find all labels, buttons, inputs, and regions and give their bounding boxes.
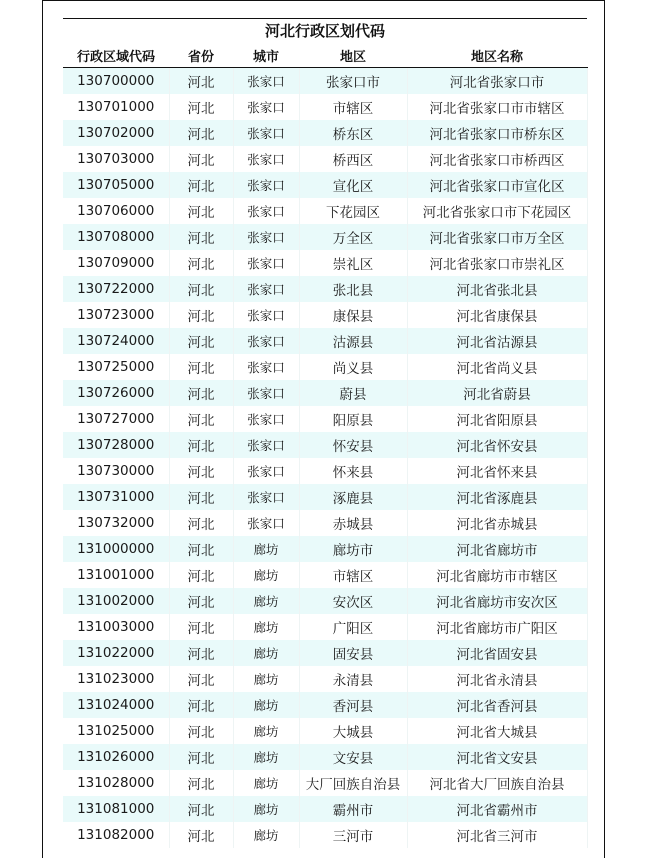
cell-code: 130703000 (63, 146, 169, 172)
cell-code: 130700000 (63, 68, 169, 95)
cell-code: 130732000 (63, 510, 169, 536)
cell-province: 河北 (169, 588, 233, 614)
cell-code: 130709000 (63, 250, 169, 276)
table-row (63, 302, 587, 328)
cell-code: 131081000 (63, 796, 169, 822)
cell-district-name: 河北省张家口市市辖区 (407, 94, 587, 120)
cell-code: 130731000 (63, 484, 169, 510)
table-row (63, 406, 587, 432)
table-row (63, 172, 587, 198)
cell-city: 廊坊 (233, 770, 299, 796)
cell-district: 下花园区 (299, 198, 407, 224)
cell-city: 张家口 (233, 94, 299, 120)
table-row (63, 146, 587, 172)
cell-district-name: 河北省尚义县 (407, 354, 587, 380)
cell-code: 131022000 (63, 640, 169, 666)
cell-district-name: 河北省怀来县 (407, 458, 587, 484)
cell-province: 河北 (169, 146, 233, 172)
cell-province: 河北 (169, 406, 233, 432)
header-district: 地区 (299, 43, 407, 68)
table-row (63, 484, 587, 510)
table-row (63, 562, 587, 588)
cell-district-name: 河北省怀安县 (407, 432, 587, 458)
cell-province: 河北 (169, 614, 233, 640)
cell-code: 131028000 (63, 770, 169, 796)
cell-district: 蔚县 (299, 380, 407, 406)
table-row (63, 536, 587, 562)
cell-code: 131026000 (63, 744, 169, 770)
table-row (63, 432, 587, 458)
cell-city: 廊坊 (233, 614, 299, 640)
table-row (63, 354, 587, 380)
cell-province: 河北 (169, 692, 233, 718)
cell-code: 130722000 (63, 276, 169, 302)
cell-code: 130728000 (63, 432, 169, 458)
table-row (63, 198, 587, 224)
cell-province: 河北 (169, 640, 233, 666)
cell-district: 尚义县 (299, 354, 407, 380)
cell-district-name: 河北省永清县 (407, 666, 587, 692)
cell-province: 河北 (169, 302, 233, 328)
cell-district: 阳原县 (299, 406, 407, 432)
table-row (63, 328, 587, 354)
cell-district-name: 河北省沽源县 (407, 328, 587, 354)
cell-city: 廊坊 (233, 640, 299, 666)
cell-city: 张家口 (233, 432, 299, 458)
table-body (63, 68, 587, 849)
cell-code: 130702000 (63, 120, 169, 146)
table-row (63, 744, 587, 770)
cell-district: 桥东区 (299, 120, 407, 146)
cell-district: 沽源县 (299, 328, 407, 354)
cell-district: 市辖区 (299, 94, 407, 120)
cell-province: 河北 (169, 796, 233, 822)
cell-code: 131025000 (63, 718, 169, 744)
cell-district-name: 河北省赤城县 (407, 510, 587, 536)
table-row (63, 692, 587, 718)
cell-city: 张家口 (233, 484, 299, 510)
cell-code: 130706000 (63, 198, 169, 224)
cell-district: 香河县 (299, 692, 407, 718)
cell-district-name: 河北省涿鹿县 (407, 484, 587, 510)
code-table (63, 43, 588, 848)
cell-district: 桥西区 (299, 146, 407, 172)
cell-province: 河北 (169, 562, 233, 588)
cell-code: 130723000 (63, 302, 169, 328)
cell-city: 张家口 (233, 458, 299, 484)
cell-district-name: 河北省文安县 (407, 744, 587, 770)
cell-district-name: 河北省大城县 (407, 718, 587, 744)
cell-province: 河北 (169, 120, 233, 146)
cell-district: 廊坊市 (299, 536, 407, 562)
cell-district-name: 河北省张家口市崇礼区 (407, 250, 587, 276)
cell-city: 廊坊 (233, 822, 299, 848)
cell-district-name: 河北省张家口市 (407, 68, 587, 95)
cell-province: 河北 (169, 354, 233, 380)
table-row (63, 796, 587, 822)
cell-district: 张家口市 (299, 68, 407, 95)
cell-district-name: 河北省三河市 (407, 822, 587, 848)
cell-district-name: 河北省廊坊市广阳区 (407, 614, 587, 640)
cell-district: 文安县 (299, 744, 407, 770)
cell-city: 廊坊 (233, 666, 299, 692)
cell-district: 赤城县 (299, 510, 407, 536)
cell-city: 张家口 (233, 406, 299, 432)
cell-city: 张家口 (233, 68, 299, 95)
cell-district-name: 河北省蔚县 (407, 380, 587, 406)
cell-district: 张北县 (299, 276, 407, 302)
table-row (63, 770, 587, 796)
table-row (63, 120, 587, 146)
cell-code: 131000000 (63, 536, 169, 562)
cell-district-name: 河北省香河县 (407, 692, 587, 718)
cell-city: 张家口 (233, 276, 299, 302)
cell-code: 131082000 (63, 822, 169, 848)
cell-province: 河北 (169, 276, 233, 302)
cell-district: 崇礼区 (299, 250, 407, 276)
cell-city: 张家口 (233, 120, 299, 146)
cell-city: 张家口 (233, 172, 299, 198)
cell-district-name: 河北省阳原县 (407, 406, 587, 432)
cell-province: 河北 (169, 822, 233, 848)
cell-code: 130726000 (63, 380, 169, 406)
cell-code: 131003000 (63, 614, 169, 640)
cell-district-name: 河北省张家口市桥东区 (407, 120, 587, 146)
header-city: 城市 (233, 43, 299, 68)
cell-code: 130725000 (63, 354, 169, 380)
table-row (63, 718, 587, 744)
header-province: 省份 (169, 43, 233, 68)
cell-district: 宣化区 (299, 172, 407, 198)
cell-district-name: 河北省固安县 (407, 640, 587, 666)
cell-district: 涿鹿县 (299, 484, 407, 510)
cell-province: 河北 (169, 536, 233, 562)
cell-city: 廊坊 (233, 796, 299, 822)
cell-province: 河北 (169, 484, 233, 510)
cell-city: 廊坊 (233, 536, 299, 562)
cell-district-name: 河北省康保县 (407, 302, 587, 328)
cell-province: 河北 (169, 510, 233, 536)
cell-city: 张家口 (233, 302, 299, 328)
cell-province: 河北 (169, 198, 233, 224)
cell-code: 130708000 (63, 224, 169, 250)
cell-province: 河北 (169, 432, 233, 458)
cell-district-name: 河北省大厂回族自治县 (407, 770, 587, 796)
table-row (63, 224, 587, 250)
cell-city: 张家口 (233, 224, 299, 250)
cell-district: 三河市 (299, 822, 407, 848)
cell-district: 怀安县 (299, 432, 407, 458)
header-district-name: 地区名称 (407, 43, 587, 68)
cell-code: 131002000 (63, 588, 169, 614)
cell-city: 张家口 (233, 354, 299, 380)
cell-province: 河北 (169, 224, 233, 250)
cell-code: 130701000 (63, 94, 169, 120)
cell-province: 河北 (169, 770, 233, 796)
table-row (63, 822, 587, 848)
cell-province: 河北 (169, 172, 233, 198)
cell-district: 怀来县 (299, 458, 407, 484)
cell-district: 固安县 (299, 640, 407, 666)
cell-city: 张家口 (233, 198, 299, 224)
cell-city: 廊坊 (233, 744, 299, 770)
cell-district: 永清县 (299, 666, 407, 692)
cell-code: 131001000 (63, 562, 169, 588)
cell-code: 130705000 (63, 172, 169, 198)
cell-province: 河北 (169, 666, 233, 692)
table-title: 河北行政区划代码 (63, 18, 587, 43)
table-row (63, 614, 587, 640)
cell-province: 河北 (169, 328, 233, 354)
header-row (63, 43, 587, 68)
table-row (63, 94, 587, 120)
cell-city: 张家口 (233, 250, 299, 276)
cell-code: 130730000 (63, 458, 169, 484)
cell-province: 河北 (169, 250, 233, 276)
cell-code: 130724000 (63, 328, 169, 354)
cell-code: 130727000 (63, 406, 169, 432)
cell-district-name: 河北省张北县 (407, 276, 587, 302)
cell-district: 安次区 (299, 588, 407, 614)
cell-province: 河北 (169, 458, 233, 484)
table-row (63, 250, 587, 276)
table-row (63, 68, 587, 95)
cell-district: 市辖区 (299, 562, 407, 588)
table-row (63, 588, 587, 614)
table-row (63, 276, 587, 302)
cell-city: 廊坊 (233, 692, 299, 718)
cell-district-name: 河北省张家口市桥西区 (407, 146, 587, 172)
cell-city: 廊坊 (233, 718, 299, 744)
table-row (63, 458, 587, 484)
cell-district-name: 河北省张家口市万全区 (407, 224, 587, 250)
cell-district-name: 河北省张家口市宣化区 (407, 172, 587, 198)
cell-code: 131024000 (63, 692, 169, 718)
table-row (63, 640, 587, 666)
header-code: 行政区域代码 (63, 43, 169, 68)
cell-district-name: 河北省廊坊市 (407, 536, 587, 562)
cell-province: 河北 (169, 744, 233, 770)
code-table-container (63, 18, 587, 848)
cell-city: 张家口 (233, 328, 299, 354)
cell-district: 康保县 (299, 302, 407, 328)
cell-province: 河北 (169, 718, 233, 744)
cell-city: 张家口 (233, 146, 299, 172)
cell-city: 廊坊 (233, 562, 299, 588)
table-row (63, 380, 587, 406)
cell-district-name: 河北省霸州市 (407, 796, 587, 822)
table-row (63, 510, 587, 536)
cell-district: 大城县 (299, 718, 407, 744)
cell-district: 大厂回族自治县 (299, 770, 407, 796)
table-row (63, 666, 587, 692)
cell-district-name: 河北省廊坊市市辖区 (407, 562, 587, 588)
cell-district-name: 河北省廊坊市安次区 (407, 588, 587, 614)
cell-district: 广阳区 (299, 614, 407, 640)
cell-province: 河北 (169, 68, 233, 95)
cell-city: 张家口 (233, 510, 299, 536)
cell-district: 霸州市 (299, 796, 407, 822)
cell-city: 张家口 (233, 380, 299, 406)
cell-district-name: 河北省张家口市下花园区 (407, 198, 587, 224)
cell-city: 廊坊 (233, 588, 299, 614)
cell-province: 河北 (169, 380, 233, 406)
cell-province: 河北 (169, 94, 233, 120)
cell-district: 万全区 (299, 224, 407, 250)
cell-code: 131023000 (63, 666, 169, 692)
